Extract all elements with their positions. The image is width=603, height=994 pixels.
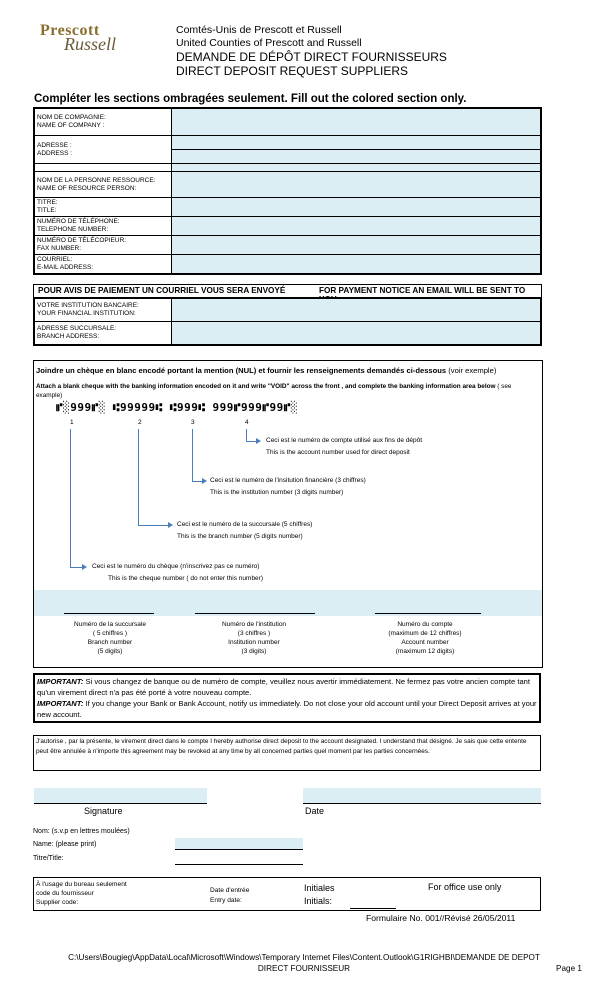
entry-date-field[interactable] bbox=[256, 910, 298, 911]
account-number-field[interactable] bbox=[375, 613, 481, 614]
initials-label: Initiales Initials: bbox=[304, 883, 335, 906]
address-input-2[interactable] bbox=[172, 150, 541, 164]
institution-number-field[interactable] bbox=[195, 613, 315, 614]
institution-input[interactable] bbox=[172, 299, 541, 322]
arrow-1-line bbox=[70, 429, 71, 567]
cheque-en-instruction: Attach a blank cheque with the banking information encoded on it and write "VOID" across the front , and complete the banking information area below ( see example) bbox=[36, 383, 512, 399]
title-signature-input[interactable] bbox=[175, 864, 303, 865]
callout-institution-en: This is the institution number (3 digits number) bbox=[210, 489, 344, 496]
counties-fr: Comtés-Unis de Prescott et Russell bbox=[176, 24, 342, 36]
bank-info-table bbox=[33, 297, 542, 346]
arrow-1-head bbox=[82, 564, 87, 570]
callout-branch-fr: Ceci est le numéro de la succursale (5 chiffres) bbox=[177, 521, 313, 528]
payment-notice-bar bbox=[33, 284, 542, 298]
callout-account-fr: Ceci est le numéro de compte utilisé aux fins de dépôt bbox=[266, 437, 423, 444]
callout-account-en: This is the account number used for direct deposit bbox=[266, 449, 410, 456]
email-input[interactable] bbox=[172, 255, 541, 274]
callout-cheque-en: This is the cheque number ( do not enter this number) bbox=[108, 575, 263, 582]
company-name-input[interactable] bbox=[172, 109, 541, 136]
supplier-code-field[interactable] bbox=[118, 910, 196, 911]
supplier-info-table bbox=[33, 107, 542, 275]
page-number: Page 1 bbox=[556, 964, 582, 973]
instruction: Compléter les sections ombragées seulement. Fill out the colored section only. bbox=[34, 93, 467, 105]
signature-label: Signature bbox=[84, 806, 123, 816]
payment-notice-fr: POUR AVIS DE PAIEMENT UN COURRIEL VOUS SERA ENVOYÉ bbox=[38, 286, 286, 295]
number-3: 3 bbox=[191, 419, 195, 426]
field-label-resource-person: NOM DE LA PERSONNE RESSOURCE: NAME OF RESOURCE PERSON: bbox=[35, 172, 172, 198]
important-notice: IMPORTANT: Si vous changez de banque ou de numéro de compte, veuillez nous avertir immédiatement. Ne fermez pas votre ancien compte tant qu'un virement direct n'a pas été porté à votre nouveau compte. IMPORTANT: If you change your Bank or Bank Account, notify us immediately. Do not close your old account until your Direct Deposit arrives at your new account. bbox=[33, 673, 541, 723]
title-label: Titre/Title: bbox=[33, 855, 64, 862]
logo-line2: Russell bbox=[64, 34, 116, 54]
office-use-en: For office use only bbox=[428, 882, 502, 892]
address-input-1[interactable] bbox=[172, 136, 541, 150]
payment-notice-en: FOR PAYMENT NOTICE AN EMAIL WILL BE SENT TO bbox=[319, 286, 526, 295]
cheque-fr-instruction: Joindre un chèque en blanc encodé portant la mention (NUL) et fournir les renseignements demandés ci-dessous (voir exemple) bbox=[36, 366, 497, 375]
entry-date-label: Date d'entrée Entry date: bbox=[210, 887, 250, 904]
arrow-4-line bbox=[246, 429, 247, 441]
office-use-box bbox=[33, 877, 541, 911]
office-use-label: À l'usage du bureau seulement code du fournisseur Supplier code: bbox=[36, 881, 127, 906]
name-input[interactable] bbox=[175, 838, 303, 850]
prescott-russell-logo bbox=[40, 22, 132, 64]
arrow-2-head-line bbox=[138, 525, 170, 526]
number-1: 1 bbox=[70, 419, 74, 426]
footer-path: C:\Users\Bougieg\AppData\Local\Microsoft\Windows\Temporary Internet Files\Content.Outlook\G1RIGHBI\DEMANDE DE DEPOT DIRECT FOURNISSEUR bbox=[68, 953, 540, 973]
name-fr-label: Nom: (s.v.p en lettres moulées) bbox=[33, 828, 130, 835]
initials-field[interactable] bbox=[350, 908, 396, 909]
authorization-text: J'autorise , par la présente, le virement direct dans le compte I hereby authorise direct deposit to the account designated. I understand that désigné. Je sais que cette entente peut être annulée à n'importe this agreement may be revoked at any time by all concerned parties quel moment par les parties concernées. bbox=[33, 735, 541, 771]
micr-line: ⑈░999⑈░ ⑆99999⑆ ⑆999⑆ 999⑈999⑈99⑈░ bbox=[56, 401, 298, 414]
resource-person-input[interactable] bbox=[172, 172, 541, 198]
field-label-institution: VOTRE INSTITUTION BANCAIRE: YOUR FINANCIAL INSTITUTION: bbox=[35, 299, 172, 322]
field-label-email: COURRIEL: E-MAIL ADDRESS: bbox=[35, 255, 172, 274]
signature-field[interactable] bbox=[34, 788, 207, 804]
arrow-3-head bbox=[202, 478, 207, 484]
callout-institution-fr: Ceci est le numéro de l'insitution financière (3 chiffres) bbox=[210, 477, 366, 484]
field-label-address: ADRESSE : ADDRESS : bbox=[35, 136, 172, 164]
form-number: Formulaire No. 001//Révisé 26/05/2011 bbox=[366, 913, 516, 923]
branch-address-input[interactable] bbox=[172, 322, 541, 345]
field-label-branch-address: ADRESSE SUCCURSALE: BRANCH ADDRESS: bbox=[35, 322, 172, 345]
name-en-label: Name: (please print) bbox=[33, 841, 97, 848]
address-input-3[interactable] bbox=[172, 164, 541, 172]
number-2: 2 bbox=[138, 419, 142, 426]
branch-number-field[interactable] bbox=[64, 613, 154, 614]
title-input[interactable] bbox=[172, 198, 541, 217]
fax-input[interactable] bbox=[172, 236, 541, 255]
callout-cheque-fr: Ceci est le numéro du chèque (n'inscrivez pas ce numéro) bbox=[92, 563, 260, 570]
account-number-label: Numéro du compte (maximum de 12 chiffres) Account number (maximum 12 digits) bbox=[388, 621, 462, 655]
document-header bbox=[176, 24, 447, 78]
title-fr: DEMANDE DE DÉPÔT DIRECT FOURNISSEURS bbox=[176, 50, 447, 64]
arrow-4-head bbox=[256, 438, 261, 444]
arrow-2-head bbox=[168, 522, 173, 528]
callout-branch-en: This is the branch number (5 digits number) bbox=[177, 533, 303, 540]
arrow-3-line bbox=[192, 429, 193, 481]
title-en: DIRECT DEPOSIT REQUEST SUPPLIERS bbox=[176, 64, 409, 78]
number-4: 4 bbox=[245, 419, 249, 426]
institution-number-label: Numéro de l'institution (3 chiffres ) Institution number (3 digits) bbox=[221, 621, 287, 655]
telephone-input[interactable] bbox=[172, 217, 541, 236]
field-label-telephone: NUMÉRO DE TÉLÉPHONE: TELEPHONE NUMBER: bbox=[35, 217, 172, 236]
field-label-fax: NUMÉRO DE TÉLÉCOPIEUR: FAX NUMBER: bbox=[35, 236, 172, 255]
field-label-title: TITRE: TITLE: bbox=[35, 198, 172, 217]
date-label: Date bbox=[305, 806, 325, 816]
branch-number-label: Numéro de la succursale ( 5 chiffres ) Branch number (5 digits) bbox=[74, 621, 146, 655]
counties-en: United Counties of Prescott and Russell bbox=[176, 37, 362, 49]
field-label-company: NOM DE COMPAGNIE: NAME OF COMPANY : bbox=[35, 109, 172, 136]
arrow-2-line bbox=[138, 429, 139, 525]
logo-line1: Prescott bbox=[40, 22, 100, 39]
date-field[interactable] bbox=[303, 788, 541, 804]
cheque-section bbox=[33, 360, 543, 668]
